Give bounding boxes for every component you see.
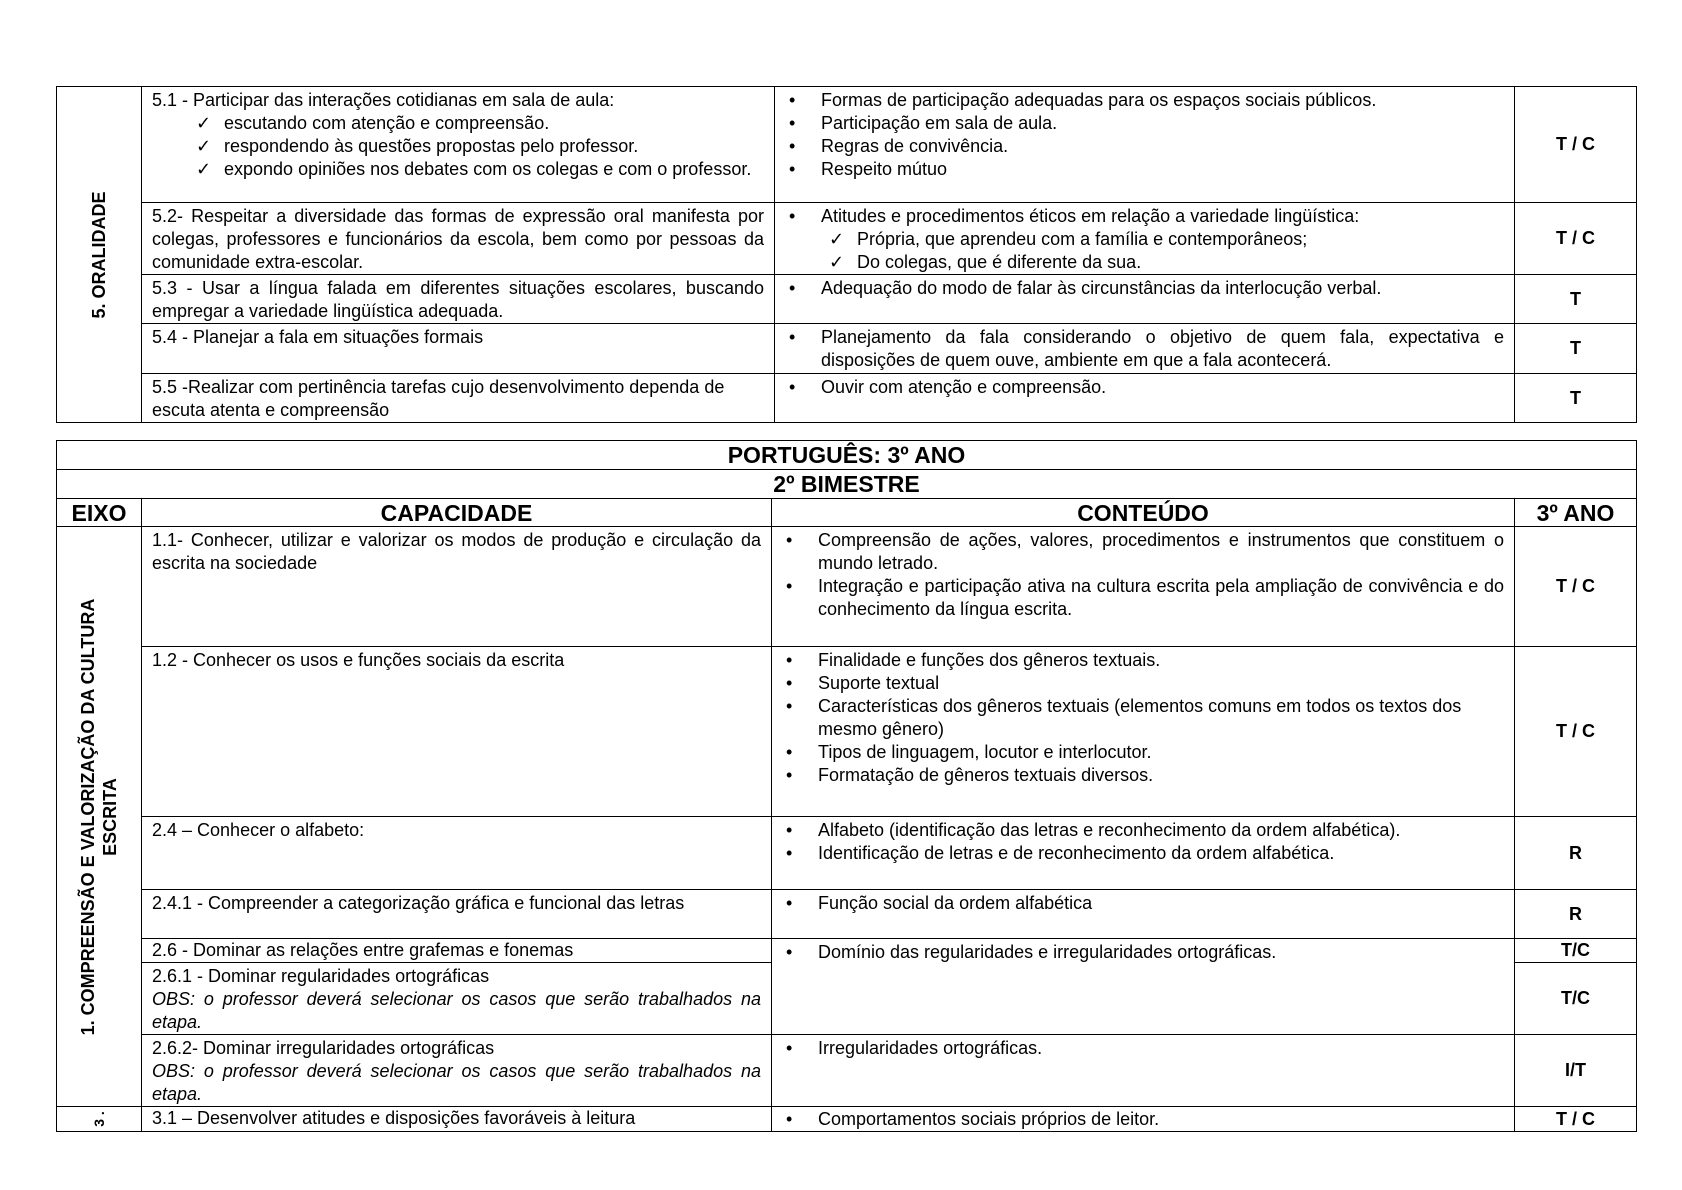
bullet-item (821, 205, 1504, 274)
capacidade-cell: 5.4 - Planejar a fala em situações formais (142, 324, 775, 374)
header-ano: 3º ANO (1515, 499, 1637, 527)
bullet-item: • Formas de participação adequadas para os espaços sociais públicos. (821, 89, 1504, 112)
capacidade-cell (142, 1035, 772, 1107)
table-row (57, 939, 1637, 963)
bullet-item: • Identificação de letras e de reconhecimento da ordem alfabética. (818, 842, 1504, 865)
bullet-item: • Regras de convivência. (821, 135, 1504, 158)
bullet-list (785, 205, 1504, 274)
bullet-text: Atitudes e procedimentos éticos em relação a variedade lingüística: (821, 206, 1360, 226)
conteudo-cell (772, 1107, 1515, 1132)
bullet-list (782, 649, 1504, 787)
ano-cell: T / C (1515, 647, 1637, 817)
bullet-item: • Características dos gêneros textuais (elementos comuns em todos os textos dos mesmo gênero) (818, 695, 1504, 741)
conteudo-cell (772, 1035, 1515, 1107)
table-row (57, 87, 1637, 203)
bullet-list (782, 1108, 1504, 1131)
axis-label-oralidade: 5. ORALIDADE (89, 190, 109, 319)
bullet-item: • Formatação de gêneros textuais diversos. (818, 764, 1504, 787)
ano-cell: T/C (1515, 963, 1637, 1035)
capacidade-text: 5.1 - Participar das interações cotidianas em sala de aula: (152, 90, 615, 110)
subtitle-row (57, 470, 1637, 499)
bullet-item: • Ouvir com atenção e compreensão. (821, 376, 1504, 399)
bullet-item: • Suporte textual (818, 672, 1504, 695)
capacidade-cell (142, 963, 772, 1035)
bullet-item: • Adequação do modo de falar às circunstâncias da interlocução verbal. (821, 277, 1504, 300)
header-capacidade: CAPACIDADE (142, 499, 772, 527)
ano-cell: T (1515, 374, 1637, 423)
bullet-item: • Compreensão de ações, valores, procedimentos e instrumentos que constituem o mundo letrado. (818, 529, 1504, 575)
bullet-item: • Função social da ordem alfabética (818, 892, 1504, 915)
bullet-list (785, 376, 1504, 399)
bullet-item: • Alfabeto (identificação das letras e reconhecimento da ordem alfabética). (818, 819, 1504, 842)
axis-label-line: 1. COMPREENSÃO E VALORIZAÇÃO DA CULTURA (78, 598, 98, 1035)
conteudo-cell (772, 939, 1515, 1035)
bullet-item: • Participação em sala de aula. (821, 112, 1504, 135)
capacidade-text: 2.6.1 - Dominar regularidades ortográficas (152, 966, 490, 986)
ano-cell: R (1515, 890, 1637, 939)
bullet-list (785, 277, 1504, 300)
title-row (57, 441, 1637, 470)
axis-cell-3 (57, 1107, 142, 1132)
conteudo-cell (772, 647, 1515, 817)
ano-cell: T / C (1515, 1107, 1637, 1132)
conteudo-cell (775, 324, 1515, 374)
check-list (821, 228, 1504, 274)
table-subtitle: 2º BIMESTRE (57, 470, 1637, 499)
check-item: ✓ expondo opiniões nos debates com os colegas e com o professor. (224, 158, 764, 181)
bullet-item: • Comportamentos sociais próprios de leitor. (818, 1108, 1504, 1131)
bullet-item: • Finalidade e funções dos gêneros textuais. (818, 649, 1504, 672)
ano-cell: R (1515, 817, 1637, 890)
bullet-item: • Irregularidades ortográficas. (818, 1037, 1504, 1060)
capacidade-cell: 2.6 - Dominar as relações entre grafemas e fonemas (142, 939, 772, 963)
axis-label-line: ESCRITA (100, 777, 120, 856)
check-item: ✓ Própria, que aprendeu com a família e contemporâneos; (857, 228, 1504, 251)
conteudo-cell (772, 817, 1515, 890)
conteudo-cell (775, 374, 1515, 423)
axis-label-3: 3 . (91, 1111, 107, 1127)
table-row (57, 527, 1637, 647)
bullet-list (782, 941, 1504, 964)
capacidade-cell: 1.1- Conhecer, utilizar e valorizar os modos de produção e circulação da escrita na sociedade (142, 527, 772, 647)
obs-text: OBS: o professor deverá selecionar os casos que serão trabalhados na etapa. (152, 1061, 761, 1104)
conteudo-cell (772, 890, 1515, 939)
capacidade-cell (142, 87, 775, 203)
table-row (57, 890, 1637, 939)
obs-text: OBS: o professor deverá selecionar os casos que serão trabalhados na etapa. (152, 989, 761, 1032)
capacidade-cell: 3.1 – Desenvolver atitudes e disposições favoráveis à leitura (142, 1107, 772, 1132)
check-list (152, 112, 764, 181)
table-row (57, 1107, 1637, 1132)
header-conteudo: CONTEÚDO (772, 499, 1515, 527)
check-item: ✓ respondendo às questões propostas pelo professor. (224, 135, 764, 158)
conteudo-cell (772, 527, 1515, 647)
axis-label-compreensao (77, 598, 121, 1035)
bullet-list (785, 326, 1504, 372)
bullet-list (782, 819, 1504, 865)
table-row (57, 1035, 1637, 1107)
ano-cell: I/T (1515, 1035, 1637, 1107)
check-item: ✓ Do colegas, que é diferente da sua. (857, 251, 1504, 274)
table-row (57, 374, 1637, 423)
bullet-item: • Respeito mútuo (821, 158, 1504, 181)
ano-cell: T / C (1515, 203, 1637, 275)
conteudo-cell (775, 203, 1515, 275)
bullet-list (782, 1037, 1504, 1060)
ano-cell: T / C (1515, 87, 1637, 203)
header-eixo: EIXO (57, 499, 142, 527)
capacidade-cell: 2.4 – Conhecer o alfabeto: (142, 817, 772, 890)
ano-cell: T / C (1515, 527, 1637, 647)
bullet-list (782, 892, 1504, 915)
bullet-item: • Planejamento da fala considerando o objetivo de quem fala, expectativa e disposições de quem ouve, ambiente em que a fala acontecerá. (821, 326, 1504, 372)
table-row (57, 324, 1637, 374)
check-item: ✓ escutando com atenção e compreensão. (224, 112, 764, 135)
axis-cell-oralidade (57, 87, 142, 423)
obs-note (152, 1060, 761, 1106)
capacidade-cell: 5.2- Respeitar a diversidade das formas de expressão oral manifesta por colegas, professores e funcionários da escola, bem como por pessoas da comunidade extra-escolar. (142, 203, 775, 275)
header-row (57, 499, 1637, 527)
table-row (57, 817, 1637, 890)
bullet-item: • Integração e participação ativa na cultura escrita pela ampliação de convivência e do conhecimento da língua escrita. (818, 575, 1504, 621)
table-row (57, 203, 1637, 275)
ano-cell: T (1515, 324, 1637, 374)
conteudo-cell (775, 87, 1515, 203)
bullet-item: • Domínio das regularidades e irregularidades ortográficas. (818, 941, 1504, 964)
portugues-table (56, 440, 1637, 1132)
ano-cell: T/C (1515, 939, 1637, 963)
table-title: PORTUGUÊS: 3º ANO (57, 441, 1637, 470)
ano-cell: T (1515, 275, 1637, 324)
table-row (57, 275, 1637, 324)
capacidade-cell: 1.2 - Conhecer os usos e funções sociais da escrita (142, 647, 772, 817)
capacidade-text: 2.6.2- Dominar irregularidades ortográficas (152, 1038, 495, 1058)
capacidade-cell: 5.5 -Realizar com pertinência tarefas cujo desenvolvimento dependa de escuta atenta e compreensão (142, 374, 775, 423)
oralidade-table (56, 86, 1637, 423)
conteudo-cell (775, 275, 1515, 324)
axis-cell-compreensao (57, 527, 142, 1107)
bullet-list (782, 529, 1504, 621)
capacidade-cell: 2.4.1 - Compreender a categorização gráfica e funcional das letras (142, 890, 772, 939)
capacidade-cell: 5.3 - Usar a língua falada em diferentes situações escolares, buscando empregar a variedade lingüística adequada. (142, 275, 775, 324)
obs-note (152, 988, 761, 1034)
table-row (57, 647, 1637, 817)
bullet-list (785, 89, 1504, 181)
bullet-item: • Tipos de linguagem, locutor e interlocutor. (818, 741, 1504, 764)
